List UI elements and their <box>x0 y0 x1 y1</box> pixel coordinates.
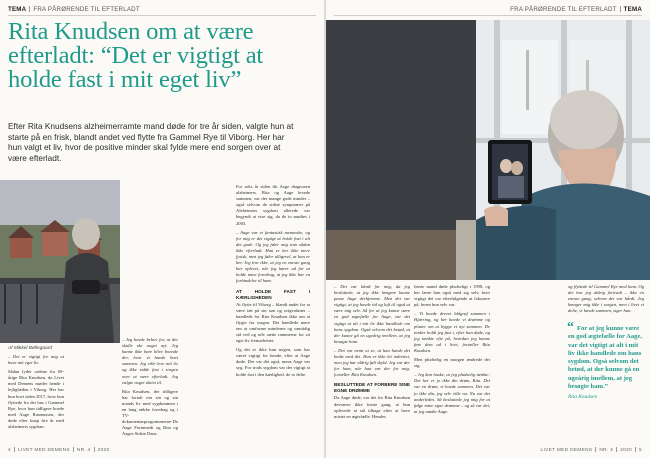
left-column-1 <box>8 354 64 433</box>
right-column-1 <box>334 284 410 423</box>
paragraph: og flyttede til Gammel Rye med ham. Og det har jeg aldrig fortrudt – ikke en eneste gang, selvom det var hårdt. Jeg hænger mig ikke i sorgen, men i livet vi delte, vi havde sammen, siger hun. <box>568 284 644 314</box>
issue-year: 2020 <box>620 448 633 453</box>
article-title: Rita Knudsen om at være efterladt: “Det er vigtigt at holde fast i mit eget liv” <box>8 18 264 93</box>
window-portrait-photo <box>326 20 650 280</box>
paragraph: – Vi havde drevet blågrøf sammen i Hjørring, og her havde vi drømme og planer om at bygge et nyt sammen. De tanker holdt jeg fast i, efter han døde, og jeg tænkte efte på, hvordan jeg kunne føre dem ud i livet, fortæller Rita Knudsen. <box>414 311 490 353</box>
magazine-name: LIVET MED DEMENS <box>540 448 593 453</box>
left-page-header <box>8 6 140 13</box>
left-column-2 <box>122 337 178 441</box>
pull-quote-author: Rita Knudsen <box>568 394 598 401</box>
pull-quote-text: For at jeg kunne være en god ægtefælle for Aage, var det vigtigt at alt i mit liv ikke handlede om hans sygdom. Også selvom det betød, at der kunne gå en ugeårig imellem, at jeg besøgte ham.” <box>568 325 643 391</box>
paragraph: – Det var hårdt for mig, da jeg besluttede, at jeg ikke længere kunne passe Aage derhjemme. Men det var vigtigt, at jeg havde tid og luft til også at være mig selv. Så for at jeg kunne være en god ægtefælle for Aage, var det vigtigt at alt i mit liv ikke handlede om hans sygdom. Også selvom det betød, at der kunne gå en ugeårig imellem, at jeg besøgte ham. <box>334 284 410 344</box>
right-column-3 <box>568 284 644 317</box>
magazine-name: LIVET MED DEMENS <box>17 448 70 453</box>
left-footer <box>8 447 110 453</box>
right-column-2 <box>414 284 490 418</box>
issue-year: 2020 <box>97 448 110 453</box>
subheading: AT HOLDE FAST I KÆRLIGHEDEN <box>236 288 310 300</box>
issue-number: NR. 4 <box>76 448 91 453</box>
quote-mark-icon: “ <box>567 320 574 335</box>
subheading: BESLUTTEDE AT FORBERE SINE EGNE DRØMME <box>334 382 410 394</box>
paragraph: første mand døde pludseligt i 1998, og her lærte hun også med sig selv, hvor vigtigt det var efterfølgende at fokusere på, hvem hun selv var. <box>414 284 490 308</box>
paragraph: – Jeg kan huske, at jeg pludselig tænkte: Det her er jo ikke din drøm, Rita. Det var en drøm, vi havde sammen. Det var jo ikke din, jeg selv ville nu. Nu var det anderledes. Så besluttede jeg mig for at følge mine egne drømme – og så var det, at jeg mødte Aage. <box>414 372 490 414</box>
section-label: TEMA <box>8 6 27 13</box>
right-page-header <box>510 6 642 13</box>
kicker-label: FRA PÅRØRENDE TIL EFTERLADT <box>510 6 617 13</box>
left-column-3 <box>236 184 310 381</box>
paragraph: Da Aage døde, var det for Rita Knudsen desværre ikke første gang, at hun oplevede at stå tilbage efter at have mistet en ægtefælle. Hendes <box>334 395 410 419</box>
page-number: 4 <box>8 448 11 453</box>
paragraph: Rita Knudsen, der tidligere har fortalt om sin og sin mands liv med sygdommen i en lang række foredrag og i TV-dokumentarprogrammerne De Aage Fortnmedt og Rita og Aages Sidste Dans. <box>122 388 178 437</box>
article-lede: Efter Rita Knudsens alzheimerramte mand døde for tre år siden, valgte hun at starte på en frisk, blandt andet ved flytte fra Gammel Rye til Viborg. Her har hun valgt et liv, hvor de positive minder skal fylde mere end sorgen over at være efterladt. <box>8 121 294 163</box>
pull-quote <box>567 320 644 402</box>
paragraph: – Det var nemt at se, at han havde det bedst med det. Han er ikke let indrettet, men jeg har aldrig følt skyld. Jeg var der for ham, når han var der for mig, fortæller Rita Knudsen. <box>334 347 410 378</box>
paragraph: At flytte til Viborg – blandt andet for at være tæt på sin søn og svigerdatter – handlede for Rita Knudsen ikke om at flygte fra sorgen. Det handlede mere om at omforme minderne og samtidig stå ved og selv sætte rammerne for sit eget liv fremadrettet. <box>236 301 310 344</box>
paragraph: For seks år siden fik Aage diagnosen alzheimers. Rita og Aage levede sammen, var der mange gode minder – også selvom de sidste symptomer på Alzheimers sygdom allerede var begyndt at vise sig, da de to mødtes i 2003. <box>236 184 310 226</box>
issue-number: NR. 4 <box>599 448 614 453</box>
photo-credit: Af Mikkel Bøllegaard <box>8 346 52 351</box>
kicker-label: FRA PÅRØRENDE TIL EFTERLADT <box>33 6 140 13</box>
balcony-photo <box>0 180 120 343</box>
paragraph: – Aage var et fantastisk menneske, og for mig er det vigtigt at holde fast i alt det gode. Og jeg føler mig som sådan ikke efterladt. Han er her ikke mere fysisk, men jeg føler alligevel, at han er her. Jeg tror ikke, at jeg en eneste gang har oplevet, når jeg kører ud for at holde mine foredrag, at jeg ikke har en forbindelse til ham. <box>236 229 310 284</box>
left-page <box>0 0 324 458</box>
paragraph: – Det er vigtigt for mig at have mit eget liv. <box>8 354 64 366</box>
paragraph: Og det er ikke hun nogen, som har været vigtigt for hende, efter at Aage døde. Der var det også, mens Aage var syg. For trods sygdom var det vigtigt at holde fast i den kærlighed, de to delte. <box>236 347 310 377</box>
paragraph: – Jeg havde behov for, at der skulle ske noget nyt. Jeg kunne ikke bare blive boende der, hvor vi havde boet sammen. Jeg ville leve mit liv og ikke sidde fast i sorgen over at være efterladt. Jeg valgte noget aktivt til. <box>122 337 178 385</box>
section-label: TEMA <box>623 6 642 13</box>
paragraph: Men pludselig en morgen ændrede det sig. <box>414 357 490 369</box>
page-number: 5 <box>639 448 642 453</box>
paragraph: Sådan lyder ordene fra 69-årige Rita Knudsen, da Livet med Demens møder hende i lejligheden i Viborg. Her har hun boet siden 2017, hvor hun flyttede fra det hus i Gammel Rye, hvor hun tidligere boede med Aage Rasmussen, der døde efter knap fire år med alzheimers sygdom. <box>8 369 64 430</box>
right-footer <box>541 447 643 453</box>
